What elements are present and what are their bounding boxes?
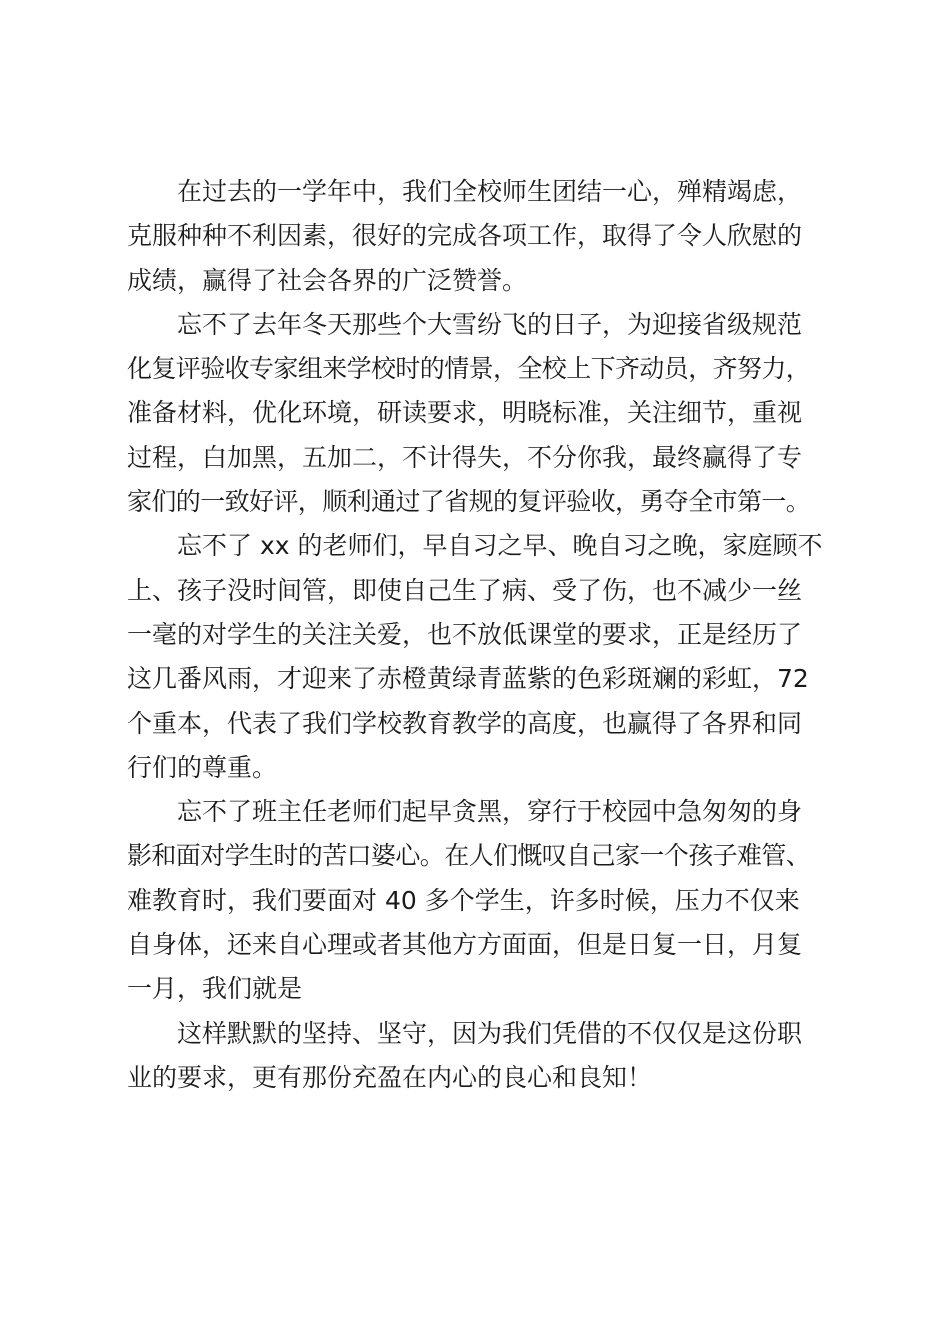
text-line: 一毫的对学生的关注关爱，也不放低课堂的要求，正是经历了 [127, 619, 803, 649]
paragraph-4 [127, 790, 842, 1011]
text-line: 准备材料，优化环境，研读要求，明晓标准，关注细节，重视 [127, 398, 803, 428]
text-line: 上、孩子没时间管，即使自己生了病、受了伤，也不减少一丝 [127, 575, 803, 605]
text-line: 在过去的一学年中，我们全校师生团结一心，殚精竭虑， [177, 177, 803, 206]
paragraph-1 [127, 170, 842, 303]
text-line: 自身体，还来自心理或者其他方方面面，但是日复一日，月复 [127, 930, 803, 960]
text-line: 克服种种不利因素，很好的完成各项工作，取得了令人欣慰的 [127, 221, 803, 251]
text-line: 化复评验收专家组来学校时的情景，全校上下齐动员，齐努力， [127, 354, 811, 384]
paragraph-2 [127, 303, 842, 524]
body-text [127, 170, 842, 1100]
text-line: 成绩，赢得了社会各界的广泛赞誉。 [127, 265, 528, 295]
text-line: 这几番风雨，才迎来了赤橙黄绿青蓝紫的色彩斑斓的彩虹，72 [127, 664, 809, 694]
text-line: 过程，白加黑，五加二，不计得失，不分你我，最终赢得了专 [127, 442, 803, 472]
text-line: 忘不了班主任老师们起早贪黑，穿行于校园中急匆匆的身 [177, 797, 803, 827]
text-line: 行们的尊重。 [127, 752, 278, 782]
text-line: 业的要求，更有那份充盈在内心的良心和良知！ [127, 1062, 653, 1092]
text-line: 一月，我们就是 [127, 974, 303, 1004]
paragraph-3 [127, 524, 842, 790]
text-line: 难教育时，我们要面对 40 多个学生，许多时候，压力不仅来 [127, 885, 800, 915]
paragraph-5 [127, 1012, 842, 1101]
text-line: 家们的一致好评，顺利通过了省规的复评验收，勇夺全市第一。 [127, 487, 811, 517]
text-line: 忘不了去年冬天那些个大雪纷飞的日子，为迎接省级规范 [177, 309, 803, 339]
text-line: 影和面对学生时的苦口婆心。在人们慨叹自己家一个孩子难管、 [127, 841, 811, 871]
text-line: 这样默默的坚持、坚守，因为我们凭借的不仅仅是这份职 [177, 1018, 803, 1048]
text-line: 个重本，代表了我们学校教育教学的高度，也赢得了各界和同 [127, 708, 803, 738]
text-line: 忘不了 xx 的老师们，早自习之早、晚自习之晚，家庭顾不 [177, 531, 823, 561]
